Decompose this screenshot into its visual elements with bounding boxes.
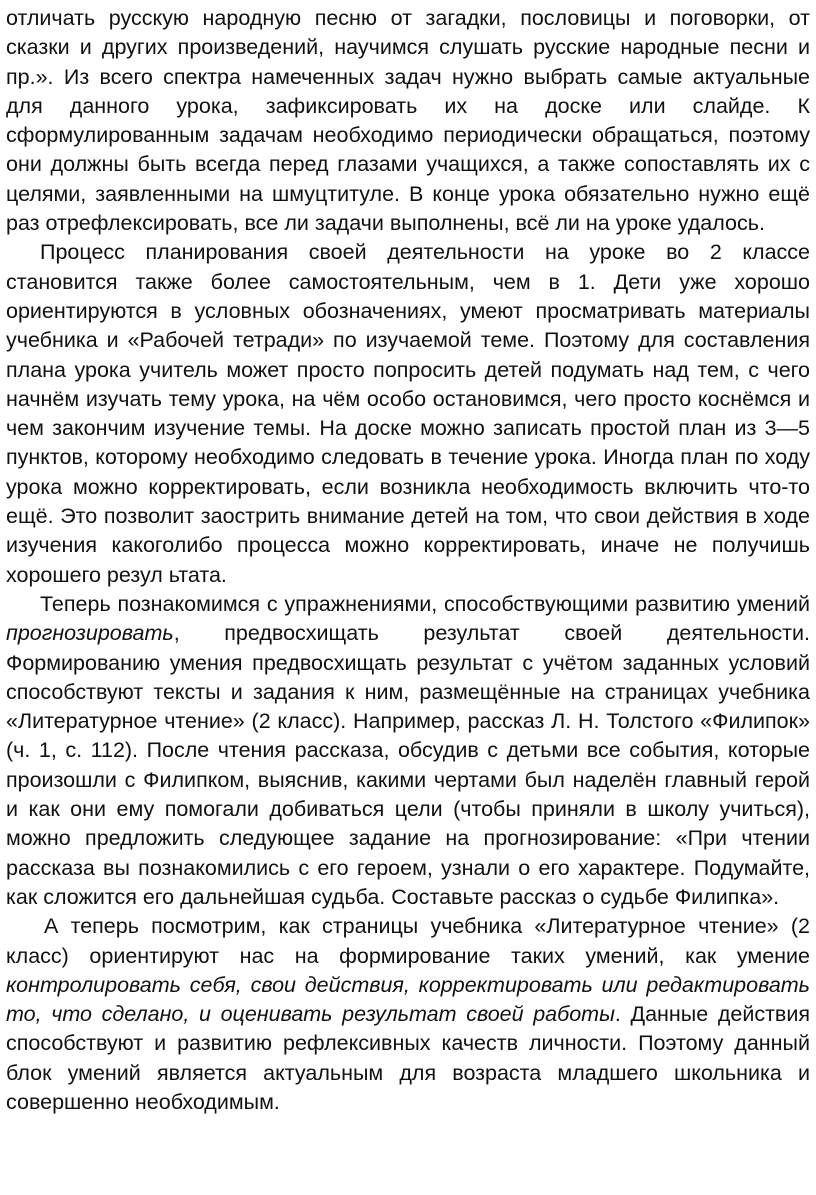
paragraph-text: . Данные действия способствуют и развитию рефлексивных качеств личности. Поэтому данный блок умений является актуальным для возраста младшего школьника и совершенно необходимым. — [6, 1002, 811, 1114]
paragraph-text: Теперь познакомимся с упражнениями, способствующими развитию умений — [40, 591, 810, 616]
paragraph-text: отличать русскую народную песню от загадки, пословицы и поговорки, от сказки и других произведений, научимся слушать русские народные песни и пр.». Из всего спектра намеченных задач нужно выбрать самые актуальные для данного урока, зафиксировать их на доске или слайде. К сформулированным задачам необходимо периодически обращаться, поэтому они должны быть всегда перед глазами учащихся, а также сопоставлять их с целями, заявленными на шмуцтитуле. В конце урока обязательно нужно ещё раз отрефлексировать, все ли задачи выполнены, всё ли на уроке удалось. — [6, 6, 810, 236]
paragraph-continuation — [6, 4, 810, 238]
italic-term: контролировать себя, свои действия, корректировать или редактировать то, что сделано, и оценивать результат своей работы — [6, 972, 810, 1027]
italic-term: прогнозировать — [6, 621, 174, 646]
paragraph-text: А теперь посмотрим, как страницы учебника «Литературное чтение» (2 класс) ориентируют нас на формирование таких умений, как умение — [6, 914, 810, 968]
paragraph-text: , предвосхищать результат своей деятельности. Формированию умения предвосхищать результат с учётом заданных условий способствуют тексты и задания к ним, размещённые на страницах учебника «Литературное чтение» (2 класс). Например, рассказ Л. Н. Толстого «Филипок» (ч. 1, с. 112). После чтения рассказа, обсудив с детьми все события, которые произошли с Филипком, выяснив, какими чертами был наделён главный герой и как они ему помогали добиваться цели (чтобы приняли в школу учиться), можно предложить следующее задание на прогнозирование: «При чтении рассказа вы познакомились с его героем, узнали о его характере. Подумайте, как сложится его дальнейшая судьба. Составьте рассказ о судьбе Филипка». — [6, 621, 810, 909]
paragraph-text: Процесс планирования своей деятельности на уроке во 2 классе становится также более самостоятельным, чем в 1. Дети уже хорошо ориентируются в условных обозначениях, умеют просматривать материалы учебника и «Рабочей тетради» по изучаемой теме. Поэтому для составления плана урока учитель может просто попросить детей подумать над тем, с чего начнём изучать тему урока, на чём особо остановимся, чего просто коснёмся и чем закончим изучение темы. На доске можно записать простой план из 3—5 пунктов, которому необходимо следовать в течение урока. Иногда план по ходу урока можно корректировать, если возникла необходимость включить что-то ещё. Это позволит заострить внимание детей на том, что свои действия в ходе изучения какоголибо процесса можно корректировать, иначе не получишь хорошего резул ьтата. — [6, 240, 810, 587]
paragraph-forecasting — [6, 590, 810, 912]
paragraph-planning — [6, 238, 810, 590]
paragraph-control — [6, 912, 810, 1117]
